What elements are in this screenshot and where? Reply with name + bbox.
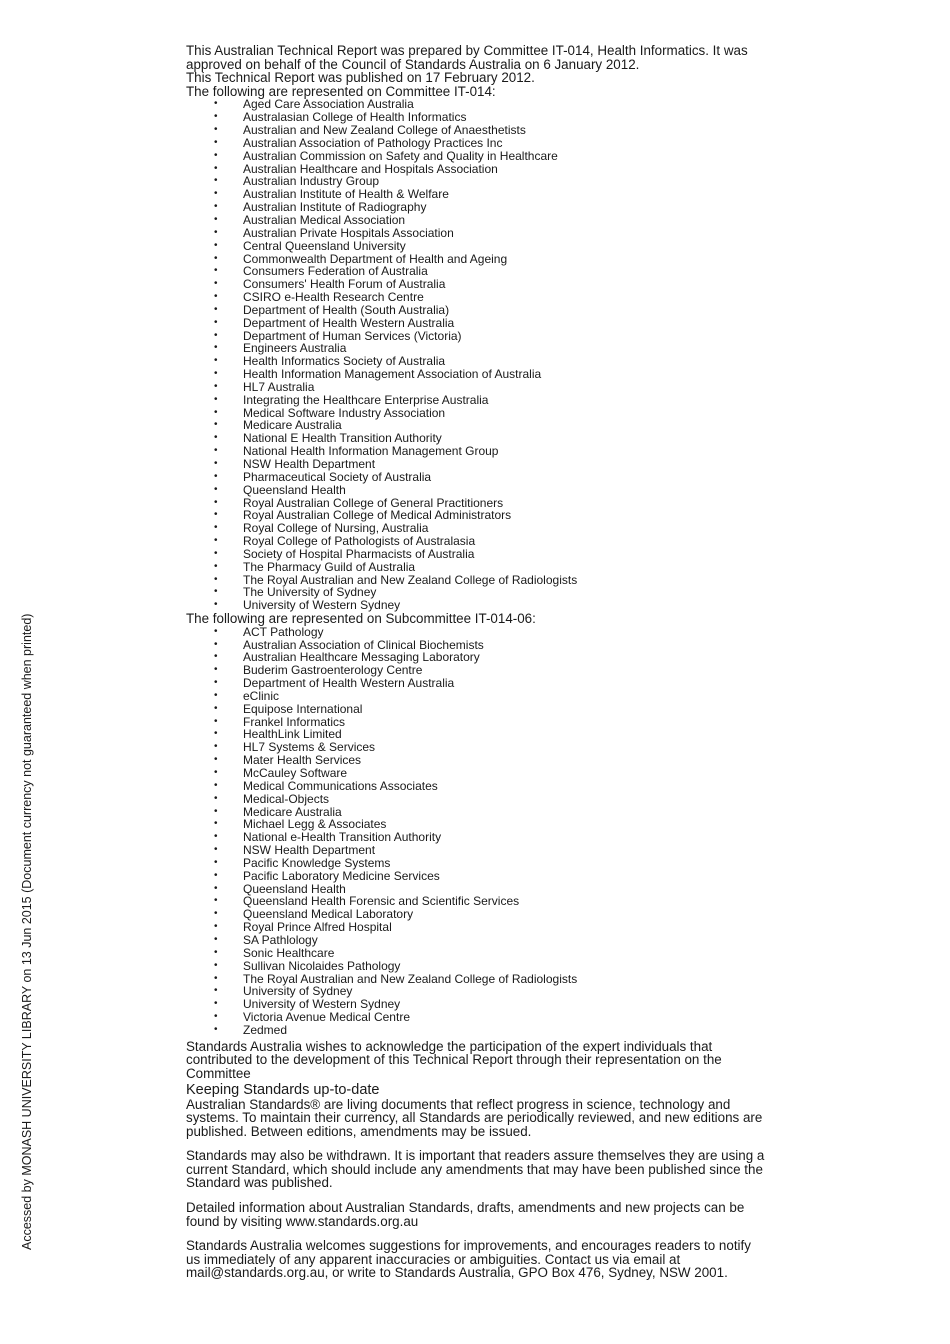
list-item: • Pacific Laboratory Medicine Services bbox=[186, 870, 766, 883]
contact-address: , or write to Standards Australia, GPO Box 476, Sydney, NSW 2001. bbox=[324, 1265, 728, 1281]
list-item: • Engineers Australia bbox=[186, 342, 766, 355]
list-item: • National E Health Transition Authority bbox=[186, 432, 766, 445]
list-item: • The Pharmacy Guild of Australia bbox=[186, 561, 766, 574]
list-item: • Commonwealth Department of Health and Ageing bbox=[186, 253, 766, 266]
list-item: • Medicare Australia bbox=[186, 419, 766, 432]
list-item: • Department of Health Western Australia bbox=[186, 677, 766, 690]
list-item: • Royal Australian College of General Practitioners bbox=[186, 497, 766, 510]
list-item: • Australian Healthcare and Hospitals Association bbox=[186, 163, 766, 176]
contact-paragraph bbox=[186, 1239, 766, 1280]
list-item: • University of Sydney bbox=[186, 985, 766, 998]
list-item: • Australian Private Hospitals Association bbox=[186, 227, 766, 240]
list-item: • Integrating the Healthcare Enterprise Australia bbox=[186, 394, 766, 407]
list-item: • Australian Institute of Radiography bbox=[186, 201, 766, 214]
list-item: • Queensland Health bbox=[186, 883, 766, 896]
list-item: • NSW Health Department bbox=[186, 458, 766, 471]
list-item: • Queensland Health Forensic and Scientific Services bbox=[186, 895, 766, 908]
subcommittee-member-list bbox=[186, 626, 766, 1037]
list-item: • Victoria Avenue Medical Centre bbox=[186, 1011, 766, 1024]
list-item: • Australian Healthcare Messaging Laboratory bbox=[186, 651, 766, 664]
list-item: • University of Western Sydney bbox=[186, 998, 766, 1011]
list-item: • Royal College of Nursing, Australia bbox=[186, 522, 766, 535]
list-item: • Australian Association of Pathology Practices Inc bbox=[186, 137, 766, 150]
access-stamp: Accessed by MONASH UNIVERSITY LIBRARY on 13 Jun 2015 (Document currency not guaranteed when printed) bbox=[20, 613, 34, 1250]
list-item: • Queensland Medical Laboratory bbox=[186, 908, 766, 921]
list-item: • Department of Health (South Australia) bbox=[186, 304, 766, 317]
list-item: • Australian Institute of Health & Welfare bbox=[186, 188, 766, 201]
list-item: • Department of Human Services (Victoria) bbox=[186, 330, 766, 343]
list-item: • National Health Information Management Group bbox=[186, 445, 766, 458]
committee-member-list bbox=[186, 98, 766, 612]
list-item: • Consumers' Health Forum of Australia bbox=[186, 278, 766, 291]
publication-date: This Technical Report was published on 17 February 2012. bbox=[186, 70, 535, 86]
list-item: • Sonic Healthcare bbox=[186, 947, 766, 960]
list-item: • Pacific Knowledge Systems bbox=[186, 857, 766, 870]
document-body bbox=[186, 44, 766, 1280]
list-item: • Society of Hospital Pharmacists of Australia bbox=[186, 548, 766, 561]
list-item: • The Royal Australian and New Zealand College of Radiologists bbox=[186, 973, 766, 986]
list-item: • University of Western Sydney bbox=[186, 599, 766, 612]
list-item: • Mater Health Services bbox=[186, 754, 766, 767]
list-item: • Medical Software Industry Association bbox=[186, 407, 766, 420]
list-item: • The Royal Australian and New Zealand College of Radiologists bbox=[186, 574, 766, 587]
list-item: • Frankel Informatics bbox=[186, 716, 766, 729]
list-item: • HealthLink Limited bbox=[186, 728, 766, 741]
detailed-info-paragraph bbox=[186, 1201, 766, 1228]
list-item: • HL7 Systems & Services bbox=[186, 741, 766, 754]
list-item: • Australian Industry Group bbox=[186, 175, 766, 188]
list-item: • National e-Health Transition Authority bbox=[186, 831, 766, 844]
list-item: • The University of Sydney bbox=[186, 586, 766, 599]
standards-website-link[interactable]: www.standards.org.au bbox=[285, 1213, 419, 1229]
list-item: • HL7 Australia bbox=[186, 381, 766, 394]
list-item: • Health Informatics Society of Australia bbox=[186, 355, 766, 368]
list-item: • NSW Health Department bbox=[186, 844, 766, 857]
list-item: • Australasian College of Health Informatics bbox=[186, 111, 766, 124]
keeping-standards-heading: Keeping Standards up-to-date bbox=[186, 1081, 380, 1098]
list-item: • Michael Legg & Associates bbox=[186, 818, 766, 831]
list-item: • Medical-Objects bbox=[186, 793, 766, 806]
list-item: • Royal Prince Alfred Hospital bbox=[186, 921, 766, 934]
list-item: • Australian Association of Clinical Biochemists bbox=[186, 639, 766, 652]
list-item: • Equipose International bbox=[186, 703, 766, 716]
withdrawn-paragraph: Standards may also be withdrawn. It is important that readers assure themselves they are using a current Standard, which should include any amendments that may have been published since the Standard was published. bbox=[186, 1148, 765, 1191]
approval-statement: This Australian Technical Report was prepared by Committee IT-014, Health Informatics. It was approved on behalf of the Council of Standards Australia on 6 January 2012. bbox=[186, 43, 748, 72]
list-item: • Pharmaceutical Society of Australia bbox=[186, 471, 766, 484]
list-item: • Royal College of Pathologists of Australasia bbox=[186, 535, 766, 548]
list-item: • Buderim Gastroenterology Centre bbox=[186, 664, 766, 677]
list-item: • Department of Health Western Australia bbox=[186, 317, 766, 330]
subcommittee-heading: The following are represented on Subcommittee IT-014-06: bbox=[186, 611, 536, 627]
list-item: • Australian and New Zealand College of Anaesthetists bbox=[186, 124, 766, 137]
list-item: • Australian Medical Association bbox=[186, 214, 766, 227]
list-item: • SA Pathlology bbox=[186, 934, 766, 947]
list-item: • eClinic bbox=[186, 690, 766, 703]
acknowledgement-text: Standards Australia wishes to acknowledge the participation of the expert individuals that contributed to the development of this Technical Report through their representation on the Committee bbox=[186, 1038, 722, 1081]
list-item: • CSIRO e-Health Research Centre bbox=[186, 291, 766, 304]
detailed-info-text: Detailed information about Australian Standards, drafts, amendments and new projects can be found by visiting bbox=[186, 1200, 745, 1229]
list-item: • Consumers Federation of Australia bbox=[186, 265, 766, 278]
contact-text: Standards Australia welcomes suggestions for improvements, and encourages readers to notify us immediately of any apparent inaccuracies or ambiguities. Contact us via email at bbox=[186, 1238, 751, 1267]
list-item: • Aged Care Association Australia bbox=[186, 98, 766, 111]
living-documents-paragraph: Australian Standards® are living documents that reflect progress in science, technology and systems. To maintain their currency, all Standards are periodically reviewed, and new editions are published. Between editions, amendments may be issued. bbox=[186, 1096, 763, 1139]
list-item: • Central Queensland University bbox=[186, 240, 766, 253]
list-item: • McCauley Software bbox=[186, 767, 766, 780]
email-link[interactable]: mail@standards.org.au bbox=[186, 1265, 325, 1281]
list-item: • ACT Pathology bbox=[186, 626, 766, 639]
list-item: • Medicare Australia bbox=[186, 806, 766, 819]
list-item: • Australian Commission on Safety and Quality in Healthcare bbox=[186, 150, 766, 163]
list-item: • Zedmed bbox=[186, 1024, 766, 1037]
list-item: • Sullivan Nicolaides Pathology bbox=[186, 960, 766, 973]
list-item: • Medical Communications Associates bbox=[186, 780, 766, 793]
list-item: • Health Information Management Association of Australia bbox=[186, 368, 766, 381]
list-item: • Royal Australian College of Medical Administrators bbox=[186, 509, 766, 522]
committee-heading: The following are represented on Committee IT-014: bbox=[186, 83, 496, 99]
list-item: • Queensland Health bbox=[186, 484, 766, 497]
